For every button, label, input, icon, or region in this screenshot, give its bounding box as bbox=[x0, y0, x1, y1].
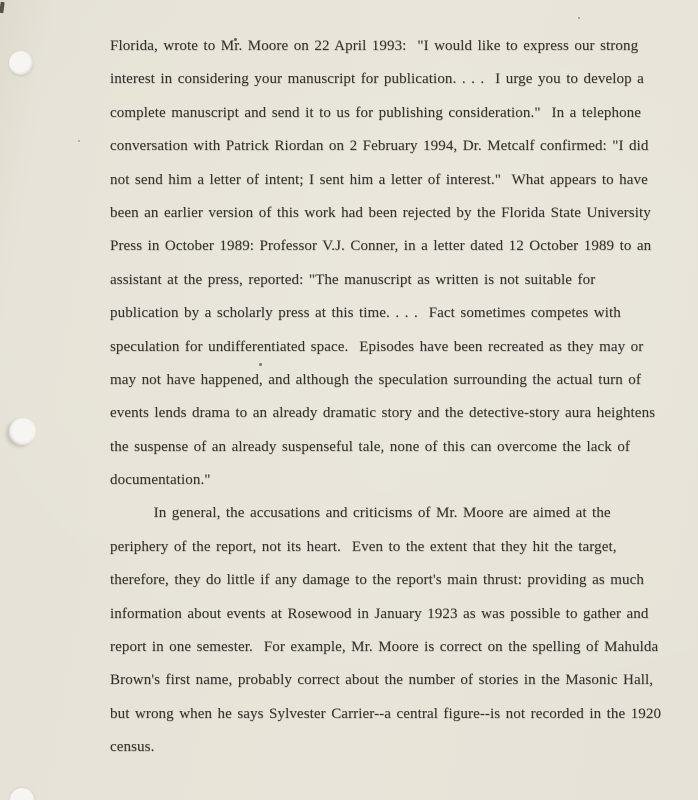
text-line: been an earlier version of this work had been rejected by the Florida State University bbox=[110, 204, 651, 221]
hole-punch-middle bbox=[9, 418, 36, 445]
hole-punch-top bbox=[9, 51, 33, 75]
text-line: may not have happened, and although the speculation surrounding the actual turn of bbox=[110, 371, 642, 388]
text-line: events lends drama to an already dramatic story and the detective-story aura heightens bbox=[110, 405, 656, 422]
text-line: In general, the accusations and criticisms of Mr. Moore are aimed at the bbox=[110, 505, 611, 522]
text-line: but wrong when he says Sylvester Carrier--a central figure--is not recorded in the 1920 bbox=[110, 705, 662, 722]
text-line: Press in October 1989: Professor V.J. Conner, in a letter dated 12 October 1989 to an bbox=[110, 238, 652, 255]
scan-edge-mark bbox=[0, 2, 5, 13]
text-line: complete manuscript and send it to us for publishing consideration." In a telephone bbox=[110, 104, 642, 121]
text-line: speculation for undifferentiated space. Episodes have been recreated as they may or bbox=[110, 338, 644, 355]
scan-speck bbox=[578, 17, 580, 19]
text-line: information about events at Rosewood in January 1923 as was possible to gather and bbox=[110, 605, 649, 622]
text-line: publication by a scholarly press at this time. . . . Fact sometimes competes with bbox=[110, 305, 621, 322]
text-line: periphery of the report, not its heart. Even to the extent that they hit the target, bbox=[110, 538, 617, 555]
text-line: conversation with Patrick Riordan on 2 February 1994, Dr. Metcalf confirmed: "I did bbox=[110, 138, 649, 155]
text-line: report in one semester. For example, Mr. Moore is correct on the spelling of Mahulda bbox=[110, 639, 659, 656]
text-line: documentation." bbox=[110, 472, 211, 489]
text-line: assistant at the press, reported: "The manuscript as written is not suitable for bbox=[110, 271, 596, 288]
text-line: Brown's first name, probably correct about the number of stories in the Masonic Hall, bbox=[110, 672, 654, 689]
scan-speck bbox=[78, 140, 80, 142]
document-body-text bbox=[110, 30, 670, 765]
text-line: therefore, they do little if any damage to the report's main thrust: providing as much bbox=[110, 572, 644, 589]
text-line: interest in considering your manuscript for publication. . . . I urge you to develop a bbox=[110, 71, 644, 88]
text-line: census. bbox=[110, 739, 155, 756]
hole-punch-bottom-partial bbox=[10, 788, 34, 800]
text-line: the suspense of an already suspenseful tale, none of this can overcome the lack of bbox=[110, 438, 631, 455]
text-line: Florida, wrote to Mr. Moore on 22 April 1993: "I would like to express our strong bbox=[110, 38, 639, 54]
text-line: not send him a letter of intent; I sent him a letter of interest." What appears to have bbox=[110, 171, 648, 188]
